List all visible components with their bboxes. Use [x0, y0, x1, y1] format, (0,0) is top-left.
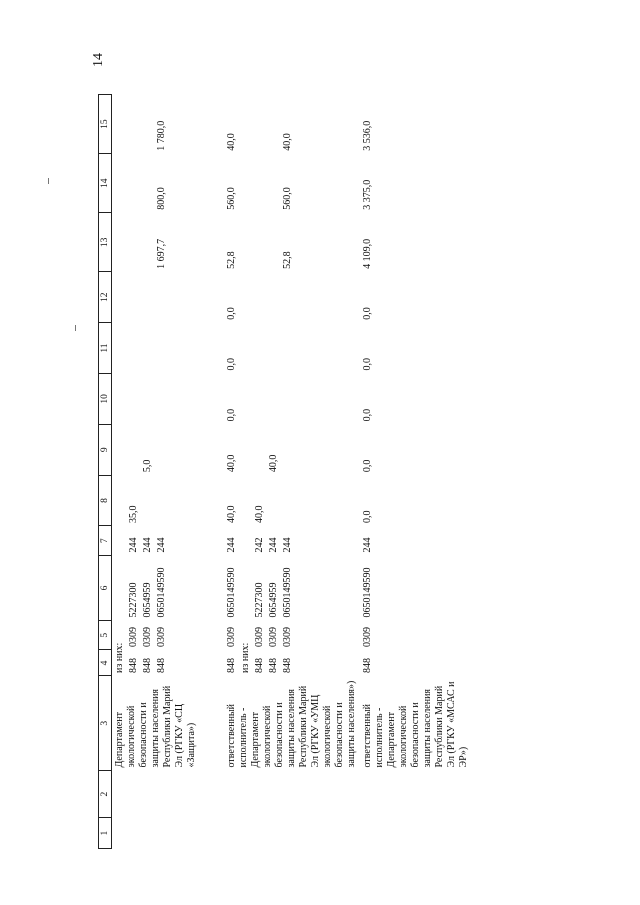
cell: 0309 [282, 627, 293, 647]
cell: 40,0 [254, 505, 265, 523]
cell: 5,0 [142, 459, 153, 473]
executor-cell: Департамент экологической безопасности и защиты населения Республики Марий Эл (РГКУ «СЦ «Защита») [114, 685, 197, 768]
cell: 848 [362, 657, 373, 673]
table-row [360, 95, 480, 849]
cell: 244 [142, 537, 153, 553]
executor-cell: ответственный исполнитель - Департамент экологической безопасности и защиты населения Республики Марий Эл (РГКУ «МСАС и ЭР») [362, 681, 469, 768]
cell: 1 697,7 [156, 238, 167, 269]
table-row [224, 95, 238, 849]
cell: 0,0 [362, 307, 373, 320]
cell: 0654959 [268, 582, 279, 618]
cell: из них: [240, 642, 251, 673]
header-cell: 15 [99, 95, 112, 154]
cell: 848 [268, 657, 279, 673]
cell: 35,0 [128, 505, 139, 523]
cell: 40,0 [282, 133, 293, 151]
cell: 40,0 [226, 133, 237, 151]
cell: 244 [362, 537, 373, 553]
cell: 5227300 [254, 582, 265, 618]
header-cell: 3 [99, 676, 112, 771]
header-cell: 9 [99, 424, 112, 475]
cell: 0,0 [362, 459, 373, 473]
header-cell: 1 [99, 818, 112, 849]
cell: 848 [156, 657, 167, 673]
cell: 0650149590 [156, 567, 167, 618]
table-row [112, 95, 127, 849]
header-cell: 12 [99, 272, 112, 323]
cell: 0309 [362, 627, 373, 647]
cell: 848 [128, 657, 139, 673]
header-cell: 5 [99, 620, 112, 650]
cell: 244 [268, 537, 279, 553]
header-cell: 6 [99, 555, 112, 620]
header-cell: 11 [99, 323, 112, 374]
header-cell: 10 [99, 374, 112, 425]
cell: 4 109,0 [362, 238, 373, 269]
cell: 52,8 [226, 251, 237, 269]
cell: 52,8 [282, 251, 293, 269]
cell: 560,0 [226, 187, 237, 210]
scan-mark [75, 325, 76, 331]
cell: 0,0 [362, 358, 373, 371]
cell: 0,0 [362, 408, 373, 422]
budget-table [98, 94, 480, 849]
cell: 0309 [226, 627, 237, 647]
cell: 848 [226, 657, 237, 673]
cell: 0,0 [226, 358, 237, 371]
cell: 0309 [268, 627, 279, 647]
header-cell: 13 [99, 213, 112, 272]
cell: 0309 [128, 627, 139, 647]
cell: 0,0 [226, 408, 237, 422]
cell: 560,0 [282, 187, 293, 210]
cell: 0309 [254, 627, 265, 647]
header-cell: 14 [99, 154, 112, 213]
cell: 0650149590 [362, 567, 373, 618]
cell: 848 [282, 657, 293, 673]
cell: из них: [114, 642, 125, 673]
cell: 0309 [142, 627, 153, 647]
executor-cell: ответственный исполнитель - Департамент экологической безопасности и защиты населения Республики Марий Эл (РГКУ «УМЦ экологической безопасности и защиты населения») [226, 680, 357, 768]
header-cell: 2 [99, 771, 112, 818]
header-cell: 7 [99, 526, 112, 556]
cell: 0,0 [226, 307, 237, 320]
cell: 40,0 [268, 454, 279, 473]
cell: 244 [128, 537, 139, 553]
cell: 0309 [156, 627, 167, 647]
cell: 0654959 [142, 582, 153, 618]
cell: 848 [142, 657, 153, 673]
page-number: 14 [91, 53, 106, 67]
cell: 40,0 [226, 505, 237, 523]
header-cell: 4 [99, 650, 112, 676]
cell: 3 375,0 [362, 179, 373, 210]
cell: 0650149590 [282, 567, 293, 618]
cell: 244 [226, 537, 237, 553]
cell: 800,0 [156, 187, 167, 210]
cell: 0650149590 [226, 567, 237, 618]
cell: 244 [282, 537, 293, 553]
cell: 5227300 [128, 582, 139, 618]
scan-mark [48, 178, 49, 184]
cell: 40,0 [226, 454, 237, 473]
cell: 848 [254, 657, 265, 673]
rotated-table-container [98, 94, 640, 849]
cell: 1 780,0 [156, 120, 167, 151]
cell: 244 [156, 537, 167, 553]
cell: 3 536,0 [362, 120, 373, 151]
header-cell: 8 [99, 475, 112, 526]
cell: 242 [254, 537, 265, 553]
cell: 0,0 [362, 510, 373, 523]
header-row [99, 95, 112, 849]
